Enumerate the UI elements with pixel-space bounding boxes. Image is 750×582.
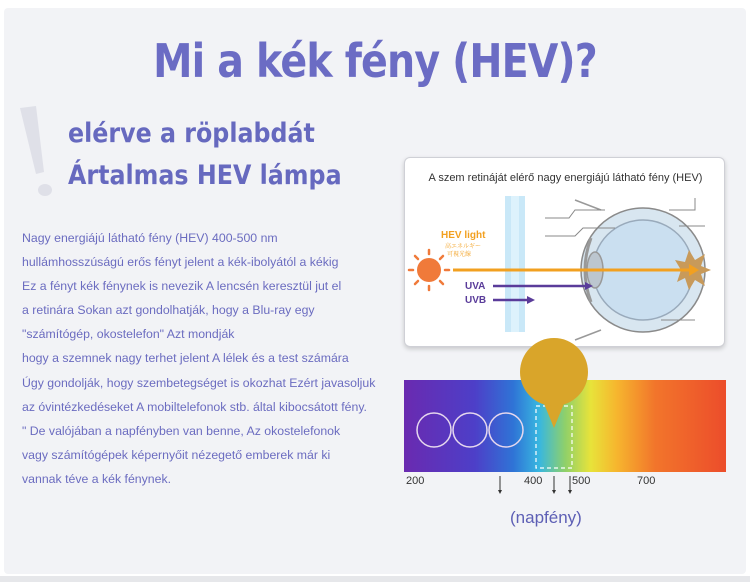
sunlight-caption: (napfény) [510, 508, 582, 527]
description-text [22, 226, 402, 491]
tick-label: 700 [637, 475, 656, 487]
page-title: Mi a kék fény (HEV)? [153, 34, 597, 88]
spectrum-circle [489, 413, 523, 447]
spectrum-circle [417, 413, 451, 447]
hev-sub-label-2: 可視光線 [447, 251, 472, 258]
body-line: Nagy energiájú látható fény (HEV) 400-500 nm [22, 231, 278, 245]
body-line: " De valójában a napfényben van benne, Az okostelefonok [22, 423, 341, 438]
exclamation-icon [14, 102, 54, 202]
uva-label: UVA [465, 281, 486, 292]
tick-label: 500 [572, 475, 591, 487]
eye-diagram [405, 188, 726, 346]
body-line: a retinára Sokan azt gondolhatják, hogy a Blu-ray egy [22, 303, 315, 318]
bottom-strip [0, 576, 750, 582]
spectrum-circle [453, 413, 487, 447]
spectrum-overlay [404, 336, 726, 506]
eye-diagram-card [404, 157, 725, 347]
tick-label: 200 [406, 475, 425, 487]
subtitle-volleyball: elérve a röplabdát [68, 118, 315, 149]
hev-sub-label: 高エネルギー [445, 243, 482, 250]
tick-label: 400 [524, 475, 543, 487]
subtitle-hev-lamp: Ártalmas HEV lámpa [68, 160, 342, 191]
hev-label: HEV light [441, 230, 486, 241]
sun-marker-icon [520, 338, 588, 428]
body-line: Úgy gondolják, hogy szembetegséget is okozhat Ezért javasoljuk [22, 375, 376, 390]
body-line: vagy számítógépek képernyőit nézegető emberek már ki [22, 447, 331, 462]
body-line: Ez a fényt kék fénynek is nevezik A lencsén keresztül jut el [22, 279, 342, 294]
body-line: "számítógép, okostelefon" Azt mondják [22, 327, 235, 342]
diagram-title: A szem retináját elérő nagy energiájú látható fény (HEV) [428, 172, 703, 184]
body-line: hogy a szemnek nagy terhet jelent A lélek és a test számára [22, 351, 349, 366]
body-line: az óvintézkedéseket A mobiltelefonok stb. által kibocsátott fény. [22, 399, 367, 414]
uvb-label: UVB [465, 295, 487, 306]
sun-icon [409, 250, 449, 290]
body-line: vannak téve a kék fénynek. [22, 471, 172, 486]
body-line: hullámhosszúságú erős fényt jelent a kék-ibolyától a kékig [22, 255, 339, 270]
